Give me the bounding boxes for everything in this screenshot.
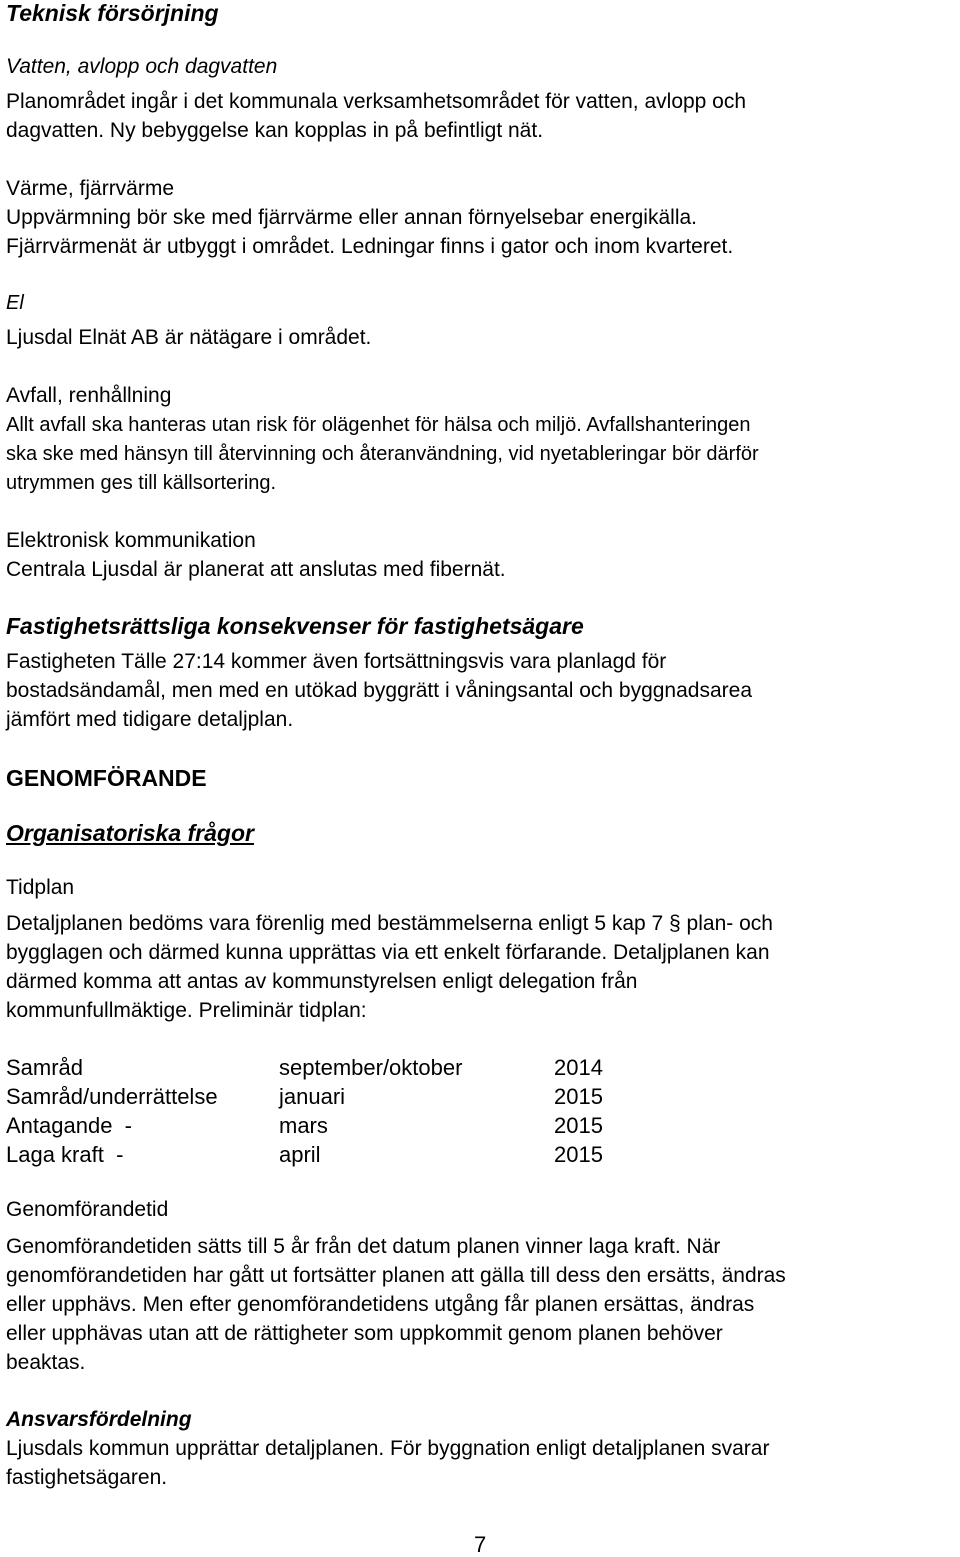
paragraph-line: dagvatten. Ny bebyggelse kan kopplas in på befintligt nät.	[6, 119, 544, 142]
paragraph-line: därmed komma att antas av kommunstyrelsen enligt delegation från	[6, 970, 638, 993]
paragraph-line: Allt avfall ska hanteras utan risk för olägenhet för hälsa och miljö. Avfallshanteringen	[6, 414, 751, 436]
paragraph-line: Fjärrvärmenät är utbyggt i området. Ledningar finns i gator och inom kvarteret.	[6, 235, 734, 258]
paragraph-line: Fastigheten Tälle 27:14 kommer även fortsättningsvis vara planlagd för	[6, 650, 667, 673]
paragraph-line: jämfört med tidigare detaljplan.	[6, 708, 294, 731]
paragraph-line: Ljusdal Elnät AB är nätägare i området.	[6, 326, 372, 349]
paragraph-line: Uppvärmning bör ske med fjärrvärme eller annan förnyelsebar energikälla.	[6, 206, 698, 229]
schedule-period: april	[279, 1142, 321, 1167]
paragraph-line: bygglagen och därmed kunna upprättas via ett enkelt förfarande. Detaljplanen kan	[6, 941, 770, 964]
subheading-vatten: Vatten, avlopp och dagvatten	[6, 55, 278, 78]
heading-genomforande: GENOMFÖRANDE	[6, 765, 207, 791]
heading-organisatoriska-fragor: Organisatoriska frågor	[6, 820, 254, 846]
schedule-step: Antagande -	[6, 1113, 132, 1138]
schedule-year: 2015	[554, 1113, 603, 1138]
subheading-genomforandetid: Genomförandetid	[6, 1198, 169, 1221]
heading-fastighetsrattsliga: Fastighetsrättsliga konsekvenser för fastighetsägare	[6, 613, 584, 639]
paragraph-line: Planområdet ingår i det kommunala verksamhetsområdet för vatten, avlopp och	[6, 90, 747, 113]
schedule-step: Samråd	[6, 1055, 84, 1080]
schedule-period: mars	[279, 1113, 328, 1138]
paragraph-line: Centrala Ljusdal är planerat att anslutas med fibernät.	[6, 558, 506, 581]
schedule-step: Samråd/underrättelse	[6, 1084, 218, 1109]
paragraph-line: bostadsändamål, men med en utökad byggrätt i våningsantal och byggnadsarea	[6, 679, 752, 702]
paragraph-line: Ljusdals kommun upprättar detaljplanen. För byggnation enligt detaljplanen svarar	[6, 1437, 770, 1460]
heading-teknisk-forsorjning: Teknisk försörjning	[6, 0, 219, 26]
paragraph-line: Genomförandetiden sätts till 5 år från det datum planen vinner laga kraft. När	[6, 1235, 721, 1258]
subheading-varme: Värme, fjärrvärme	[6, 177, 175, 200]
subheading-avfall: Avfall, renhållning	[6, 384, 172, 407]
paragraph-line: beaktas.	[6, 1351, 86, 1374]
schedule-year: 2014	[554, 1055, 603, 1080]
subheading-tidplan: Tidplan	[6, 876, 75, 899]
paragraph-line: ska ske med hänsyn till återvinning och återanvändning, vid nyetableringar bör därför	[6, 443, 759, 465]
paragraph-line: Detaljplanen bedöms vara förenlig med bestämmelserna enligt 5 kap 7 § plan- och	[6, 912, 773, 935]
schedule-period: januari	[279, 1084, 346, 1109]
subheading-elektronisk: Elektronisk kommunikation	[6, 529, 256, 552]
subheading-el: El	[6, 292, 24, 314]
schedule-period: september/oktober	[279, 1055, 463, 1080]
schedule-year: 2015	[554, 1142, 603, 1167]
paragraph-line: eller upphävas utan att de rättigheter som uppkommit genom planen behöver	[6, 1322, 723, 1345]
paragraph-line: kommunfullmäktige. Preliminär tidplan:	[6, 999, 367, 1022]
schedule-step: Laga kraft -	[6, 1142, 124, 1167]
schedule-year: 2015	[554, 1084, 603, 1109]
paragraph-line: eller upphävs. Men efter genomförandetidens utgång får planen ersättas, ändras	[6, 1293, 755, 1316]
paragraph-line: genomförandetiden har gått ut fortsätter planen att gälla till dess den ersätts, ändras	[6, 1264, 786, 1287]
page-number: 7	[474, 1532, 487, 1557]
paragraph-line: utrymmen ges till källsortering.	[6, 472, 277, 494]
paragraph-line: fastighetsägaren.	[6, 1466, 168, 1489]
heading-ansvarsfordelning: Ansvarsfördelning	[6, 1408, 192, 1431]
